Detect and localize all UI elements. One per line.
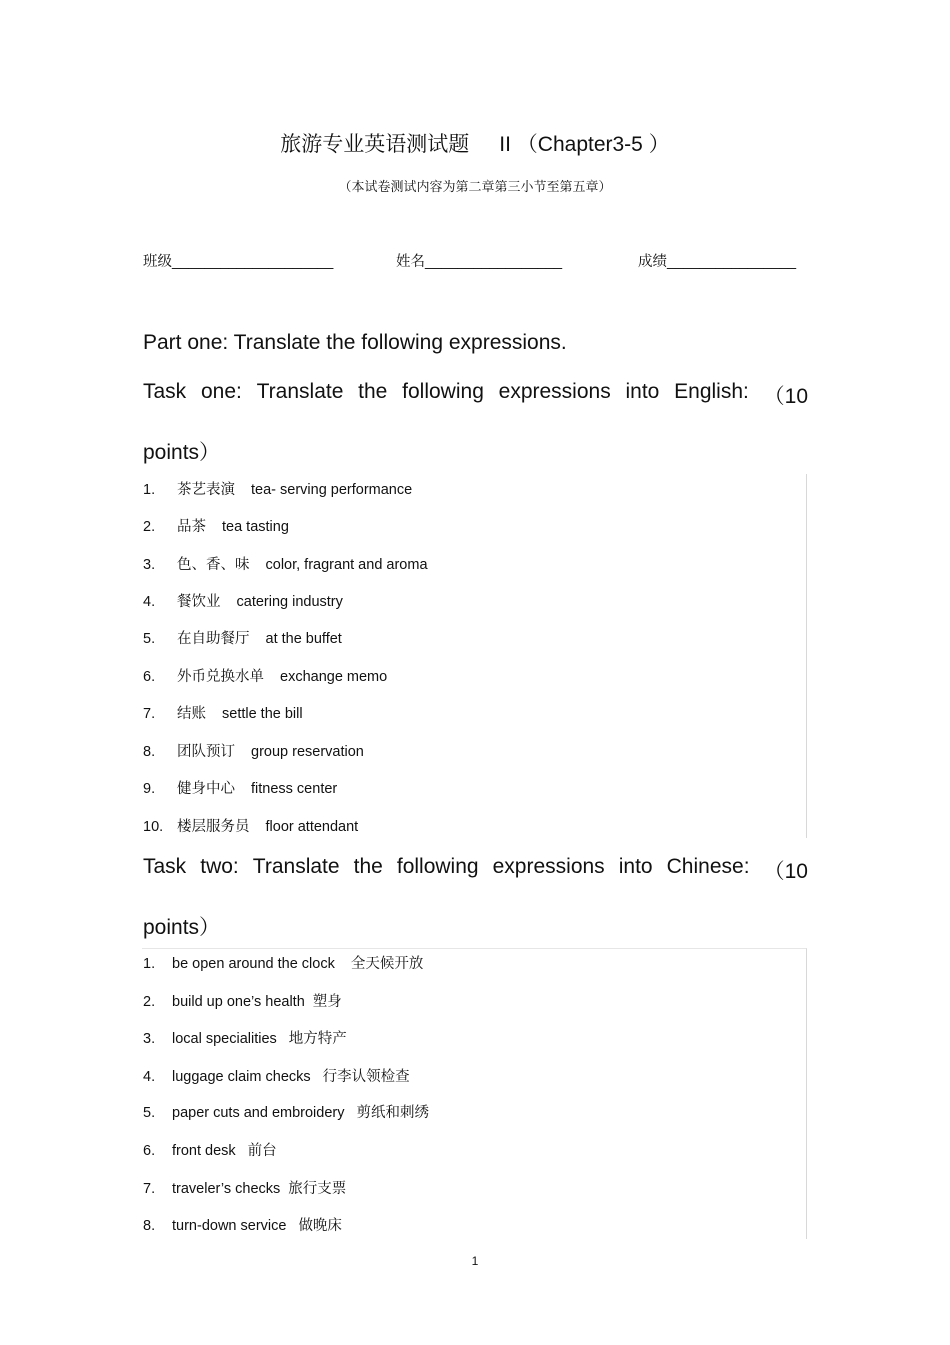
page-subtitle: （本试卷测试内容为第二章第三小节至第五章） bbox=[338, 179, 612, 194]
name-label: 姓名 bbox=[396, 254, 425, 270]
task-one-word: one: bbox=[200, 380, 242, 403]
name-line: _________________ bbox=[425, 254, 563, 270]
part-one-heading: Part one: Translate the following expressions. bbox=[143, 331, 567, 354]
item-number: 1. bbox=[143, 956, 156, 972]
item-english: at the buffet bbox=[265, 631, 342, 647]
item-number: 7. bbox=[143, 1181, 156, 1197]
item-english: color, fragrant and aroma bbox=[265, 557, 428, 573]
item-number: 5. bbox=[143, 1105, 156, 1121]
list-item bbox=[143, 478, 412, 499]
item-chinese: 楼层服务员 bbox=[177, 819, 250, 835]
item-chinese: 团队预订 bbox=[177, 744, 235, 760]
task-two-word: two: bbox=[200, 855, 239, 878]
item-number: 10. bbox=[143, 819, 164, 835]
page-title bbox=[0, 128, 950, 158]
score-label: 成绩 bbox=[638, 254, 667, 270]
class-line: ____________________ bbox=[172, 254, 334, 270]
list-item bbox=[143, 740, 364, 761]
list-item bbox=[143, 627, 342, 648]
item-english: floor attendant bbox=[265, 819, 359, 835]
item-number: 8. bbox=[143, 1218, 156, 1234]
task-two-word: following bbox=[396, 855, 479, 878]
task-two-line2: points） bbox=[143, 916, 221, 939]
item-english: luggage claim checks bbox=[172, 1069, 311, 1085]
task-one-word: Task bbox=[143, 380, 187, 403]
item-chinese: 地方特产 bbox=[288, 1031, 347, 1047]
item-number: 4. bbox=[143, 1069, 156, 1085]
item-english: local specialities bbox=[172, 1031, 277, 1047]
title-main: 旅游专业英语测试题 bbox=[280, 133, 470, 156]
item-number: 7. bbox=[143, 706, 156, 722]
task-one-word: English: bbox=[674, 380, 749, 403]
item-number: 2. bbox=[143, 994, 156, 1010]
item-number: 6. bbox=[143, 669, 156, 685]
list-item bbox=[143, 702, 303, 723]
item-english: fitness center bbox=[251, 781, 338, 797]
class-field bbox=[143, 250, 333, 271]
class-label: 班级 bbox=[143, 254, 172, 270]
item-number: 3. bbox=[143, 1031, 156, 1047]
item-chinese: 做晚床 bbox=[298, 1218, 342, 1234]
list-item bbox=[143, 777, 337, 798]
task-one-word: the bbox=[358, 380, 388, 403]
item-chinese: 茶艺表演 bbox=[177, 482, 235, 498]
item-number: 4. bbox=[143, 594, 156, 610]
item-number: 2. bbox=[143, 519, 156, 535]
task-two-word: Task bbox=[143, 855, 187, 878]
name-field bbox=[396, 250, 562, 271]
list-item bbox=[143, 952, 423, 973]
item-chinese: 塑身 bbox=[312, 994, 342, 1010]
list-item bbox=[143, 1177, 346, 1198]
list-item bbox=[143, 1027, 347, 1048]
item-number: 9. bbox=[143, 781, 156, 797]
list-item bbox=[143, 1139, 277, 1160]
title-roman: II bbox=[499, 133, 511, 156]
task-one-word: into bbox=[625, 380, 660, 403]
task-two-list bbox=[142, 948, 807, 1239]
task-one-list bbox=[142, 474, 807, 838]
task-two-line1 bbox=[143, 855, 808, 885]
item-english: build up one’s health bbox=[172, 994, 305, 1010]
task-two-heading bbox=[143, 855, 808, 941]
task-one-word: Translate bbox=[256, 380, 344, 403]
item-chinese: 全天候开放 bbox=[350, 956, 424, 972]
list-item bbox=[143, 665, 387, 686]
item-chinese: 前台 bbox=[247, 1143, 277, 1159]
item-number: 8. bbox=[143, 744, 156, 760]
item-chinese: 餐饮业 bbox=[177, 594, 221, 610]
score-field bbox=[638, 250, 796, 271]
item-english: tea- serving performance bbox=[251, 482, 413, 498]
item-english: catering industry bbox=[236, 594, 343, 610]
item-chinese: 旅行支票 bbox=[288, 1181, 347, 1197]
list-item bbox=[143, 1101, 429, 1122]
item-chinese: 剪纸和刺绣 bbox=[356, 1105, 429, 1121]
page-number: 1 bbox=[471, 1254, 479, 1268]
task-two-word: Translate bbox=[252, 855, 340, 878]
item-chinese: 在自助餐厅 bbox=[177, 631, 250, 647]
item-english: exchange memo bbox=[280, 669, 388, 685]
item-chinese: 健身中心 bbox=[177, 781, 235, 797]
title-chapter: （Chapter3-5 ） bbox=[516, 133, 670, 156]
item-number: 6. bbox=[143, 1143, 156, 1159]
task-two-word: （10 bbox=[763, 860, 808, 883]
list-item bbox=[143, 990, 342, 1011]
item-english: be open around the clock bbox=[172, 956, 335, 972]
item-english: settle the bill bbox=[222, 706, 303, 722]
task-one-word: following bbox=[402, 380, 484, 403]
item-chinese: 行李认领检查 bbox=[322, 1069, 410, 1085]
task-one-word: （10 bbox=[763, 385, 808, 408]
item-english: tea tasting bbox=[222, 519, 289, 535]
item-english: traveler’s checks bbox=[172, 1181, 281, 1197]
task-one-line1 bbox=[143, 380, 808, 410]
task-one-word: expressions bbox=[498, 380, 611, 403]
list-item bbox=[143, 815, 358, 836]
task-two-word: the bbox=[353, 855, 383, 878]
item-english: front desk bbox=[172, 1143, 236, 1159]
task-two-word: into bbox=[618, 855, 653, 878]
item-chinese: 色、香、味 bbox=[177, 557, 250, 573]
list-item bbox=[143, 590, 343, 611]
score-line: ________________ bbox=[667, 254, 797, 270]
task-one-heading bbox=[143, 380, 808, 466]
task-two-word: expressions bbox=[492, 855, 605, 878]
task-two-word: Chinese: bbox=[666, 855, 750, 878]
item-number: 5. bbox=[143, 631, 156, 647]
list-item bbox=[143, 515, 289, 536]
item-number: 3. bbox=[143, 557, 156, 573]
task-one-line2: points） bbox=[143, 441, 221, 464]
item-chinese: 品茶 bbox=[177, 519, 206, 535]
list-item bbox=[143, 553, 428, 574]
item-english: turn-down service bbox=[172, 1218, 287, 1234]
list-item bbox=[143, 1214, 342, 1235]
item-english: group reservation bbox=[251, 744, 364, 760]
item-english: paper cuts and embroidery bbox=[172, 1105, 345, 1121]
item-number: 1. bbox=[143, 482, 156, 498]
list-item bbox=[143, 1065, 410, 1086]
item-chinese: 结账 bbox=[177, 706, 206, 722]
item-chinese: 外币兑换水单 bbox=[177, 669, 264, 685]
